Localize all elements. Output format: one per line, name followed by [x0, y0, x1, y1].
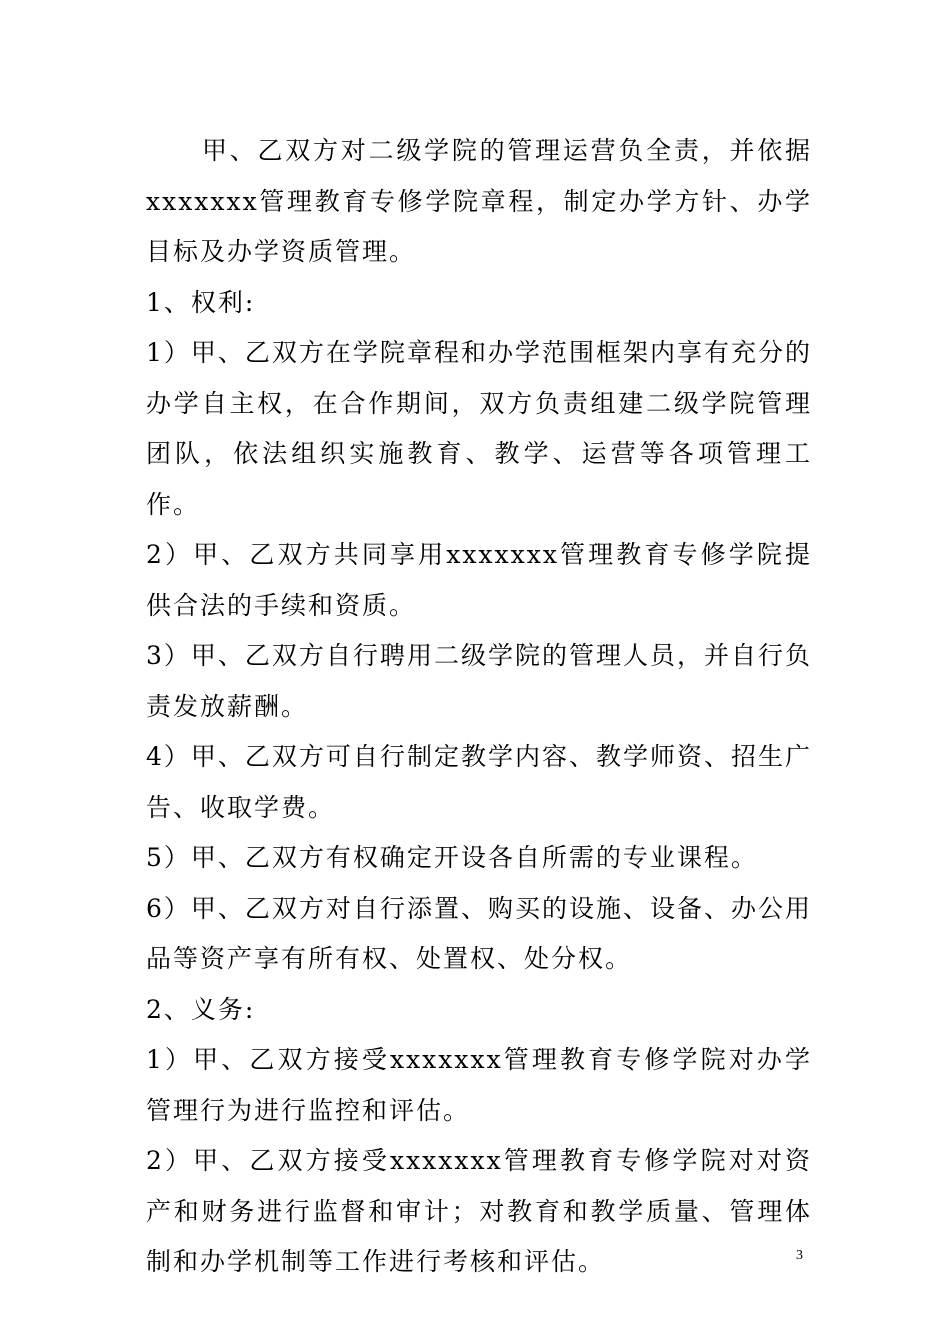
- obligations-item-1: 1）甲、乙双方接受xxxxxxx管理教育专修学院对办学管理行为进行监控和评估。: [146, 1045, 812, 1125]
- page-number: 3: [796, 1248, 803, 1263]
- obligations-heading: 2、义务:: [146, 994, 256, 1024]
- rights-item-1: 1）甲、乙双方在学院章程和办学范围框架内享有充分的办学自主权，在合作期间，双方负责组建二级学院管理团队，依法组织实施教育、教学、运营等各项管理工作。: [146, 338, 812, 519]
- rights-item-4: 4）甲、乙双方可自行制定教学内容、教学师资、招生广告、收取学费。: [146, 742, 812, 822]
- rights-item-2: 2）甲、乙双方共同享用xxxxxxx管理教育专修学院提供合法的手续和资质。: [146, 540, 812, 620]
- document-body: [146, 126, 812, 1288]
- rights-heading: 1、权利:: [146, 287, 256, 317]
- rights-item-6: 6）甲、乙双方对自行添置、购买的设施、设备、办公用品等资产享有所有权、处置权、处分权。: [146, 893, 812, 973]
- rights-item-3: 3）甲、乙双方自行聘用二级学院的管理人员，并自行负责发放薪酬。: [146, 641, 812, 721]
- rights-item-5: 5）甲、乙双方有权确定开设各自所需的专业课程。: [146, 843, 758, 872]
- intro-paragraph: 甲、乙双方对二级学院的管理运营负全责，并依据xxxxxxx管理教育专修学院章程，制定办学方针、办学目标及办学资质管理。: [146, 136, 812, 266]
- obligations-item-2: 2）甲、乙双方接受xxxxxxx管理教育专修学院对对资产和财务进行监督和审计；对教育和教学质量、管理体制和办学机制等工作进行考核和评估。: [146, 1146, 812, 1276]
